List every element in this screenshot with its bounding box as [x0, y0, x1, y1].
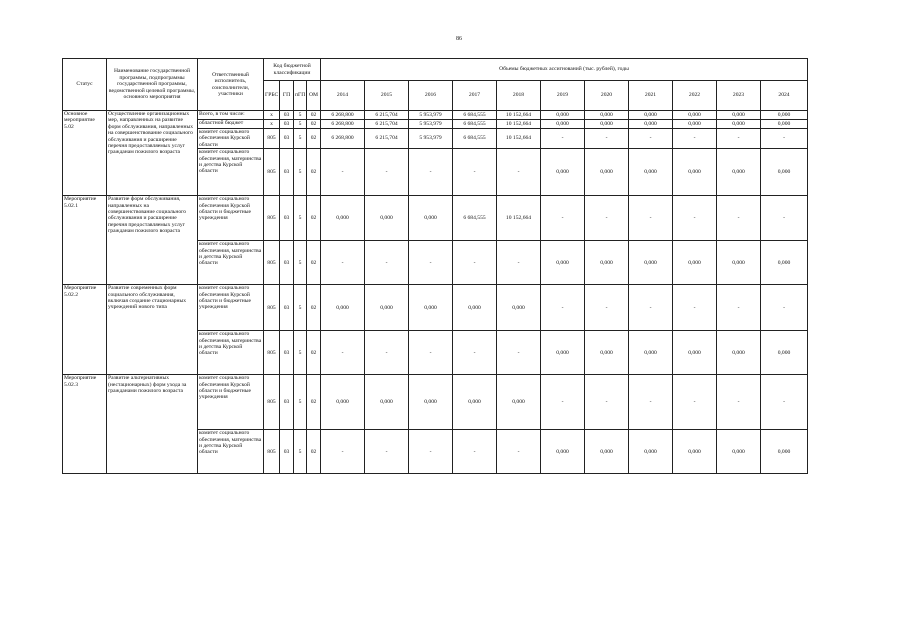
value-cell: - — [585, 129, 629, 149]
value-cell: 6 215,704 — [365, 129, 409, 149]
value-cell: 0,000 — [541, 120, 585, 129]
value-cell: - — [585, 375, 629, 430]
header-name: Наименование государственной программы, подпрограммы государственной программы, ведомственной целевой программы, основного мероприятия — [107, 59, 198, 111]
responsible-cell: областной бюджет — [198, 120, 264, 129]
value-cell: 0,000 — [629, 241, 673, 285]
responsible-cell: комитет социального обеспечения, материнства и детства Курской области — [198, 149, 264, 196]
value-cell: - — [761, 196, 808, 241]
responsible-cell: Всего, в том числе: — [198, 111, 264, 120]
code-cell: 03 — [280, 331, 294, 375]
value-cell: 6 684,555 — [453, 196, 497, 241]
value-cell: 0,000 — [673, 331, 717, 375]
code-cell: 805 — [264, 149, 280, 196]
code-cell: 805 — [264, 375, 280, 430]
header-year-2022: 2022 — [673, 81, 717, 111]
status-cell: Мероприятие 5.02.2 — [63, 285, 107, 375]
value-cell: - — [497, 331, 541, 375]
value-cell: 0,000 — [629, 111, 673, 120]
value-cell: - — [761, 129, 808, 149]
code-cell: х — [264, 111, 280, 120]
value-cell: 0,000 — [541, 241, 585, 285]
code-cell: 5 — [294, 111, 307, 120]
value-cell: - — [409, 241, 453, 285]
value-cell: 0,000 — [673, 430, 717, 474]
value-cell: - — [585, 285, 629, 331]
name-cell: Осуществление организационных мер, направленных на развитие форм обслуживания, направленных на совершенствование социального обслуживания и расширение перечня предоставляемых услуг гражданам пожилого возраста — [107, 111, 198, 196]
code-cell: 02 — [307, 149, 321, 196]
header-year-2019: 2019 — [541, 81, 585, 111]
value-cell: 0,000 — [717, 331, 761, 375]
code-cell: 02 — [307, 285, 321, 331]
value-cell: 0,000 — [453, 285, 497, 331]
code-cell: 02 — [307, 375, 321, 430]
value-cell: 6 268,800 — [321, 120, 365, 129]
value-cell: - — [673, 129, 717, 149]
value-cell: - — [585, 196, 629, 241]
value-cell: 0,000 — [761, 331, 808, 375]
value-cell: 0,000 — [717, 241, 761, 285]
value-cell: - — [321, 149, 365, 196]
value-cell: 0,000 — [585, 241, 629, 285]
value-cell: - — [365, 149, 409, 196]
value-cell: 0,000 — [761, 111, 808, 120]
value-cell: - — [453, 331, 497, 375]
header-budget-code: Код бюджетной классификации — [264, 59, 321, 81]
value-cell: - — [717, 129, 761, 149]
value-cell: 0,000 — [409, 375, 453, 430]
page-number: 86 — [456, 36, 462, 42]
header-code-пГП: пГП — [294, 81, 307, 111]
code-cell: 03 — [280, 430, 294, 474]
code-cell: 805 — [264, 430, 280, 474]
value-cell: 10 152,664 — [497, 120, 541, 129]
table-row — [63, 111, 808, 120]
value-cell: - — [541, 196, 585, 241]
value-cell: 0,000 — [761, 241, 808, 285]
header-volume: Объемы бюджетных ассигнований (тыс. рублей), годы — [321, 59, 808, 81]
value-cell: 0,000 — [673, 149, 717, 196]
value-cell: 0,000 — [321, 375, 365, 430]
value-cell: 0,000 — [629, 149, 673, 196]
code-cell: 03 — [280, 129, 294, 149]
header-code-ГРБС: ГРБС — [264, 81, 280, 111]
code-cell: 02 — [307, 331, 321, 375]
status-cell: Мероприятие 5.02.3 — [63, 375, 107, 474]
value-cell: 0,000 — [761, 120, 808, 129]
value-cell: 10 152,664 — [497, 196, 541, 241]
header-year-2023: 2023 — [717, 81, 761, 111]
code-cell: 02 — [307, 120, 321, 129]
value-cell: 0,000 — [541, 430, 585, 474]
value-cell: - — [497, 149, 541, 196]
value-cell: - — [365, 430, 409, 474]
value-cell: - — [321, 430, 365, 474]
header-year-2020: 2020 — [585, 81, 629, 111]
table-row — [63, 285, 808, 331]
value-cell: 6 684,555 — [453, 120, 497, 129]
code-cell: 03 — [280, 375, 294, 430]
table-row — [63, 196, 808, 241]
value-cell: 0,000 — [497, 285, 541, 331]
code-cell: 805 — [264, 331, 280, 375]
value-cell: 0,000 — [629, 430, 673, 474]
name-cell: Развитие форм обслуживания, направленных на совершенствование социального обслуживания и расширение перечня предоставляемых услуг гражданам пожилого возраста — [107, 196, 198, 285]
value-cell: 0,000 — [673, 120, 717, 129]
value-cell: - — [365, 331, 409, 375]
value-cell: 0,000 — [717, 430, 761, 474]
status-cell: Мероприятие 5.02.1 — [63, 196, 107, 285]
value-cell: - — [761, 375, 808, 430]
value-cell: 6 268,800 — [321, 129, 365, 149]
value-cell: 0,000 — [541, 149, 585, 196]
responsible-cell: комитет социального обеспечения, материнства и детства Курской области — [198, 331, 264, 375]
header-code-ГП: ГП — [280, 81, 294, 111]
value-cell: - — [497, 430, 541, 474]
value-cell: - — [717, 375, 761, 430]
value-cell: 0,000 — [673, 111, 717, 120]
responsible-cell: комитет социального обеспечения Курской области и бюджетные учреждения — [198, 196, 264, 241]
value-cell: 6 268,800 — [321, 111, 365, 120]
value-cell: 6 215,704 — [365, 111, 409, 120]
header-year-2017: 2017 — [453, 81, 497, 111]
code-cell: 03 — [280, 149, 294, 196]
value-cell: - — [453, 430, 497, 474]
table-row — [63, 375, 808, 430]
value-cell: 0,000 — [629, 120, 673, 129]
value-cell: 6 215,704 — [365, 120, 409, 129]
header-year-2021: 2021 — [629, 81, 673, 111]
code-cell: 5 — [294, 285, 307, 331]
code-cell: 03 — [280, 120, 294, 129]
value-cell: 0,000 — [585, 111, 629, 120]
code-cell: 805 — [264, 129, 280, 149]
value-cell: - — [761, 285, 808, 331]
value-cell: 0,000 — [365, 285, 409, 331]
code-cell: 03 — [280, 111, 294, 120]
value-cell: - — [673, 196, 717, 241]
header-year-2016: 2016 — [409, 81, 453, 111]
value-cell: 6 684,555 — [453, 129, 497, 149]
name-cell: Развитие альтернативных (нестационарных) форм ухода за гражданами пожилого возраста — [107, 375, 198, 474]
value-cell: 0,000 — [585, 331, 629, 375]
code-cell: 805 — [264, 196, 280, 241]
code-cell: 03 — [280, 241, 294, 285]
value-cell: - — [453, 149, 497, 196]
value-cell: 0,000 — [541, 111, 585, 120]
responsible-cell: комитет социального обеспечения Курской области и бюджетные учреждения — [198, 285, 264, 331]
value-cell: - — [453, 241, 497, 285]
code-cell: 5 — [294, 375, 307, 430]
value-cell: - — [365, 241, 409, 285]
code-cell: 5 — [294, 196, 307, 241]
status-cell: Основное мероприятие 5.02 — [63, 111, 107, 196]
value-cell: 0,000 — [585, 430, 629, 474]
name-cell: Развитие современных форм социального обслуживания, включая создание стационарных учреждений нового типа — [107, 285, 198, 375]
value-cell: 0,000 — [629, 331, 673, 375]
value-cell: 10 152,664 — [497, 129, 541, 149]
value-cell: 5 953,979 — [409, 129, 453, 149]
header-code-ОМ: ОМ — [307, 81, 321, 111]
value-cell: 0,000 — [321, 285, 365, 331]
value-cell: 5 953,979 — [409, 111, 453, 120]
value-cell: 0,000 — [673, 241, 717, 285]
header-year-2024: 2024 — [761, 81, 808, 111]
value-cell: - — [409, 331, 453, 375]
value-cell: - — [717, 196, 761, 241]
header-responsible: Ответственный исполнитель, соисполнители, участники — [198, 59, 264, 111]
value-cell: - — [629, 375, 673, 430]
header-year-2015: 2015 — [365, 81, 409, 111]
value-cell: - — [321, 331, 365, 375]
code-cell: 02 — [307, 196, 321, 241]
value-cell: 0,000 — [717, 111, 761, 120]
value-cell: - — [629, 285, 673, 331]
header-year-2014: 2014 — [321, 81, 365, 111]
value-cell: 0,000 — [761, 149, 808, 196]
value-cell: - — [541, 375, 585, 430]
value-cell: 0,000 — [717, 120, 761, 129]
value-cell: - — [717, 285, 761, 331]
value-cell: 0,000 — [541, 331, 585, 375]
value-cell: - — [673, 285, 717, 331]
header-status: Статус — [63, 59, 107, 111]
value-cell: - — [321, 241, 365, 285]
value-cell: 0,000 — [761, 430, 808, 474]
code-cell: 5 — [294, 120, 307, 129]
value-cell: 0,000 — [409, 196, 453, 241]
code-cell: 02 — [307, 111, 321, 120]
code-cell: 02 — [307, 129, 321, 149]
code-cell: 5 — [294, 241, 307, 285]
code-cell: 02 — [307, 241, 321, 285]
value-cell: 0,000 — [717, 149, 761, 196]
value-cell: - — [541, 285, 585, 331]
code-cell: х — [264, 120, 280, 129]
header-year-2018: 2018 — [497, 81, 541, 111]
value-cell: - — [541, 129, 585, 149]
code-cell: 03 — [280, 285, 294, 331]
responsible-cell: комитет социального обеспечения, материнства и детства Курской области — [198, 241, 264, 285]
code-cell: 805 — [264, 241, 280, 285]
value-cell: 5 953,979 — [409, 120, 453, 129]
value-cell: - — [629, 196, 673, 241]
value-cell: 0,000 — [321, 196, 365, 241]
code-cell: 03 — [280, 196, 294, 241]
value-cell: 0,000 — [497, 375, 541, 430]
value-cell: - — [497, 241, 541, 285]
responsible-cell: комитет социального обеспечения, материнства и детства Курской области — [198, 430, 264, 474]
code-cell: 805 — [264, 285, 280, 331]
value-cell: 0,000 — [409, 285, 453, 331]
code-cell: 02 — [307, 430, 321, 474]
code-cell: 5 — [294, 149, 307, 196]
value-cell: 6 684,555 — [453, 111, 497, 120]
value-cell: 0,000 — [585, 120, 629, 129]
value-cell: - — [409, 430, 453, 474]
value-cell: - — [673, 375, 717, 430]
value-cell: 0,000 — [365, 375, 409, 430]
code-cell: 5 — [294, 331, 307, 375]
responsible-cell: комитет социального обеспечения Курской области — [198, 129, 264, 149]
code-cell: 5 — [294, 430, 307, 474]
value-cell: - — [629, 129, 673, 149]
value-cell: 0,000 — [585, 149, 629, 196]
code-cell: 5 — [294, 129, 307, 149]
value-cell: 0,000 — [453, 375, 497, 430]
budget-table — [62, 58, 808, 474]
responsible-cell: комитет социального обеспечения Курской области и бюджетные учреждения — [198, 375, 264, 430]
value-cell: 10 152,664 — [497, 111, 541, 120]
value-cell: - — [409, 149, 453, 196]
value-cell: 0,000 — [365, 196, 409, 241]
